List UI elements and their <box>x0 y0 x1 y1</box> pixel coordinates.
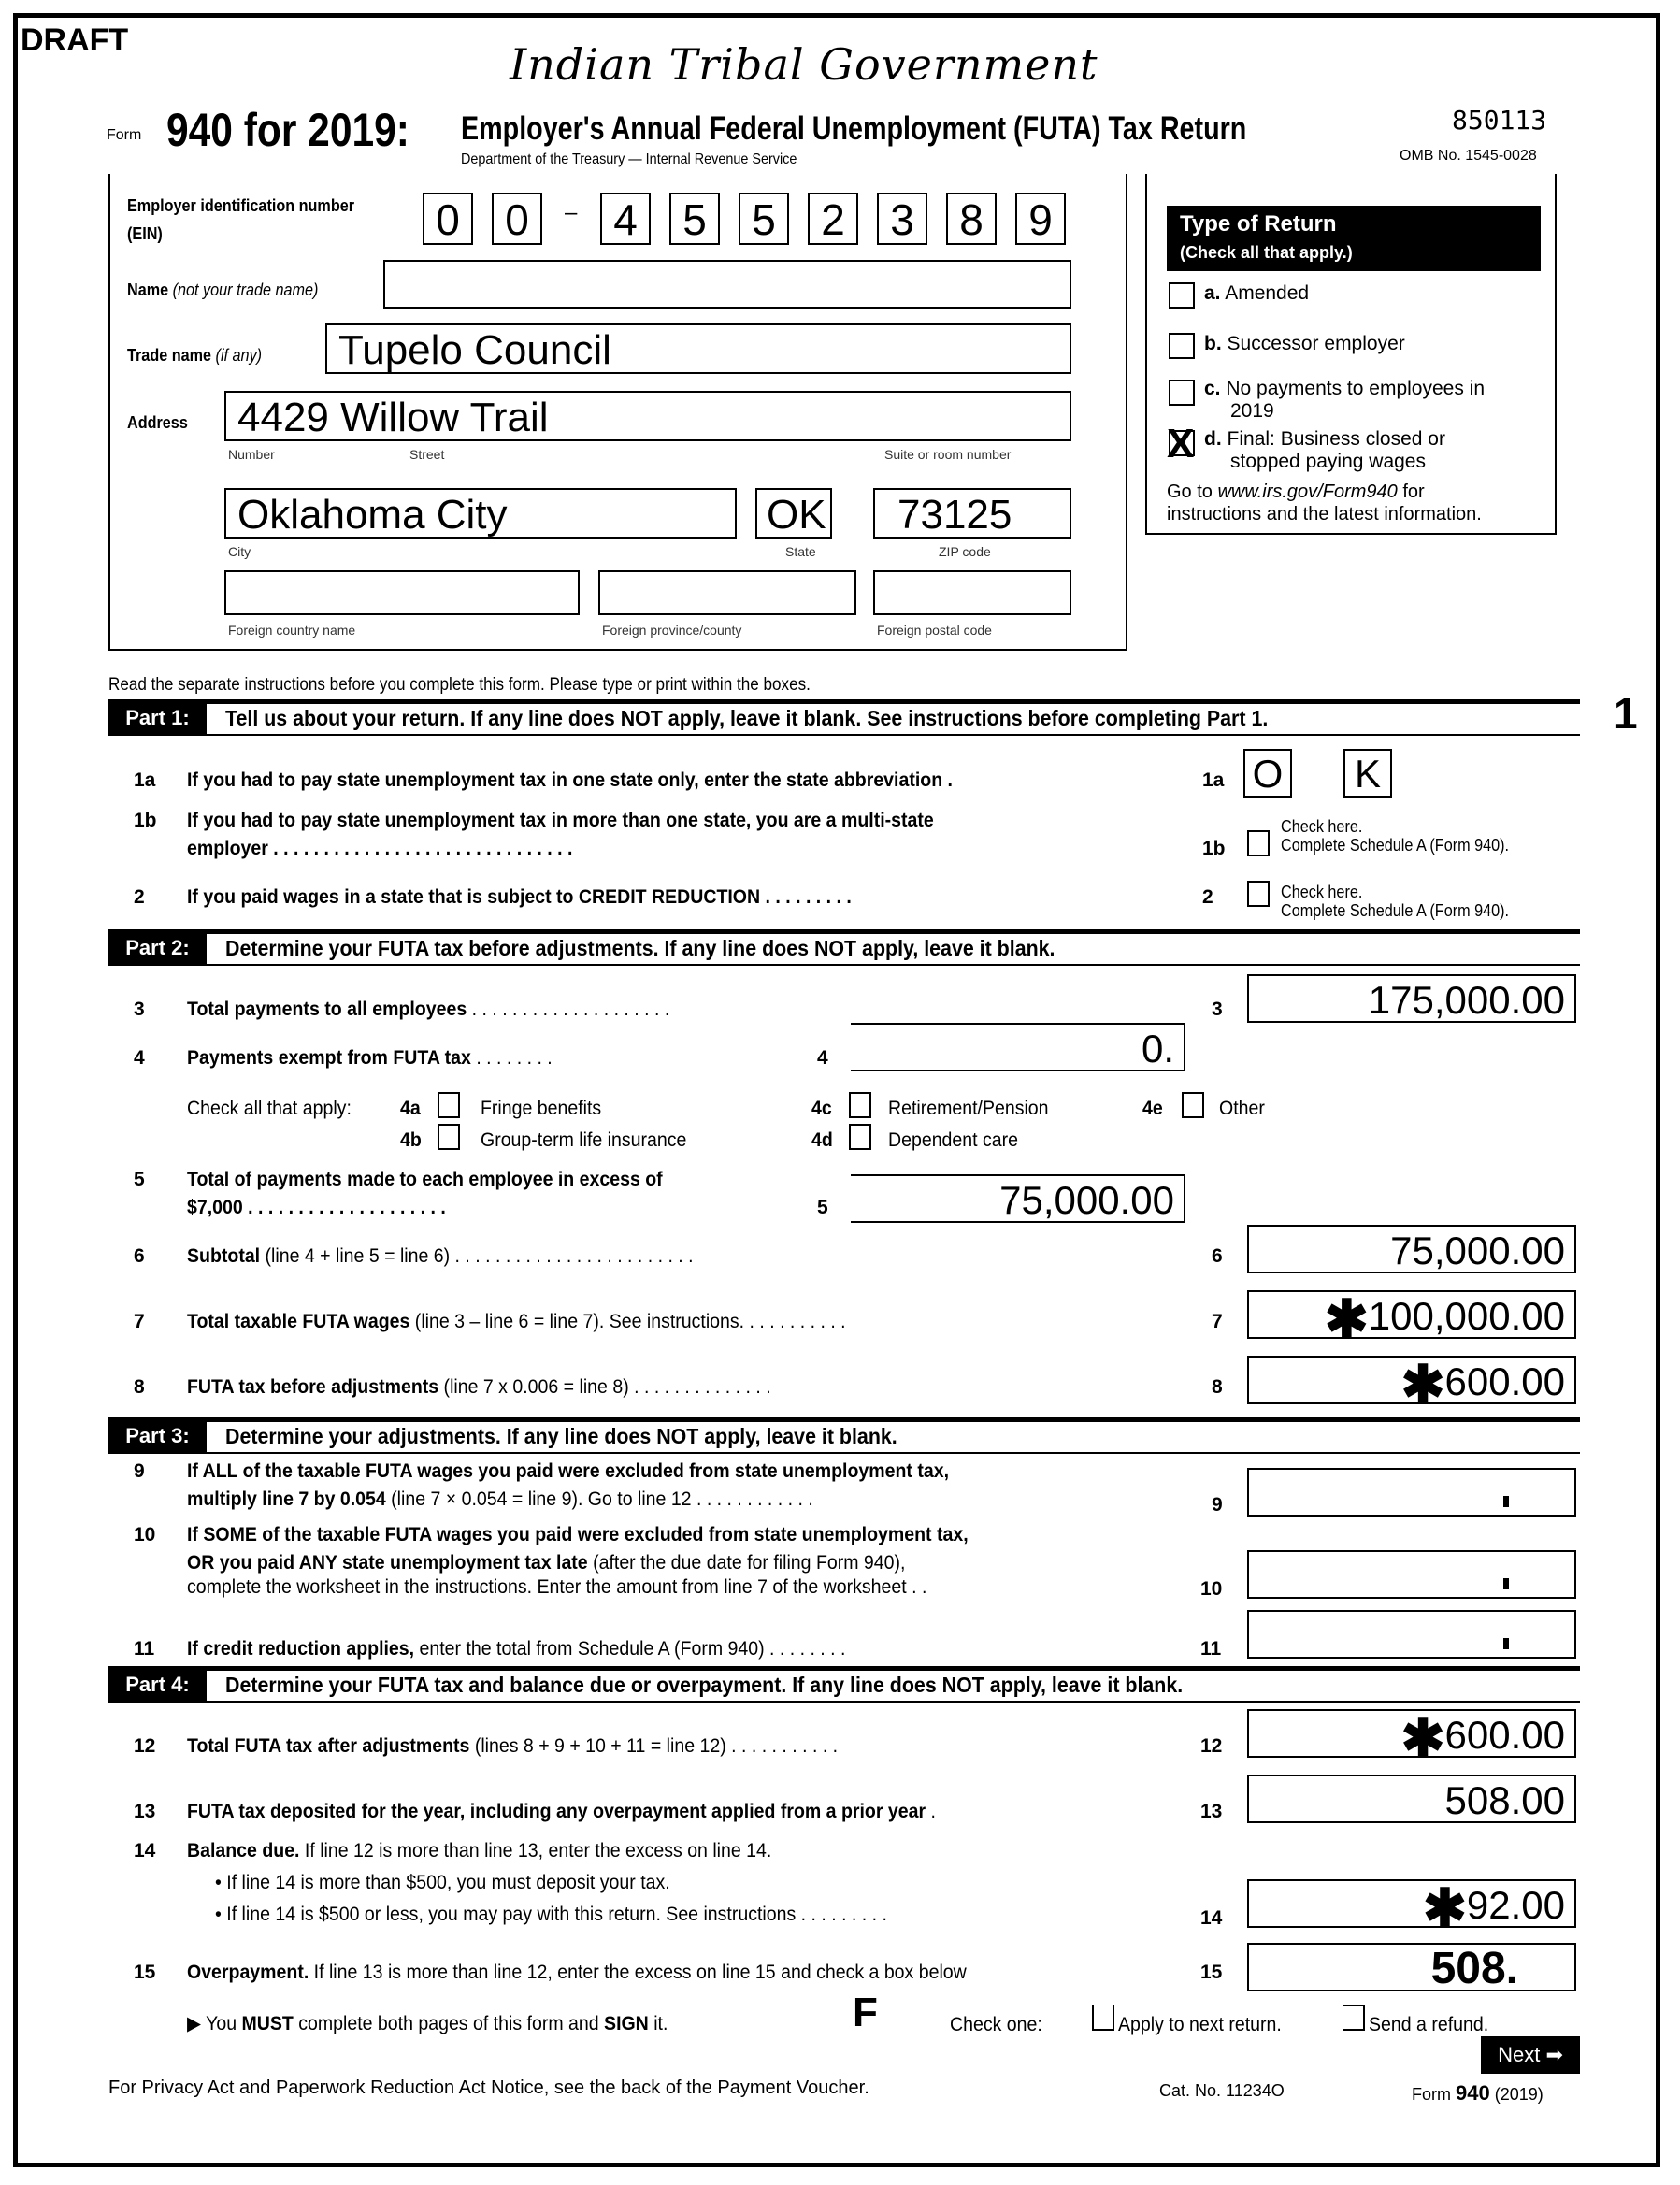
line-number: 11 <box>134 1638 155 1660</box>
instructions-text: Read the separate instructions before you complete this form. Please type or print within the boxes. <box>108 675 811 695</box>
must-sign-note: ▶ You MUST complete both pages of this form and SIGN it. <box>187 2013 668 2034</box>
type-of-return-header <box>1167 206 1541 271</box>
part-tag: Part 1: <box>108 704 207 734</box>
form-code: 850113 <box>1452 105 1547 136</box>
ein-digit[interactable]: 9 <box>1015 193 1066 245</box>
handwritten-f: F <box>853 1990 878 2035</box>
part-tag: Part 4: <box>108 1671 207 1701</box>
check-key: 4a <box>400 1098 421 1119</box>
line-5-text-2: $7,000 . . . . . . . . . . . . . . . . . . . . <box>187 1197 446 1218</box>
line-15-text: Overpayment. If line 13 is more than line 12, enter the excess on line 15 and check a box below <box>187 1962 967 1983</box>
line-6-amount[interactable]: 75,000.00 <box>1247 1225 1576 1273</box>
name-field[interactable] <box>383 260 1071 309</box>
line-ref: 11 <box>1200 1638 1222 1660</box>
part-title: Tell us about your return. If any line does NOT apply, leave it blank. See instructions before completing Part 1. <box>225 706 1269 730</box>
send-refund-label: Send a refund. <box>1369 2014 1489 2035</box>
line-ref: 9 <box>1212 1494 1223 1516</box>
sub-state: State <box>785 544 816 559</box>
next-button[interactable]: Next ➡ <box>1481 2036 1580 2074</box>
line-8-amount[interactable]: ✱600.00 <box>1247 1356 1576 1404</box>
catalog-number: Cat. No. 11234O <box>1159 2081 1285 2100</box>
name-label: Name (not your trade name) <box>127 280 319 299</box>
line-14-amount[interactable]: ✱92.00 <box>1247 1879 1576 1928</box>
line-number: 15 <box>134 1962 156 1983</box>
apply-next-checkbox[interactable] <box>1092 2005 1114 2031</box>
line-10-amount[interactable] <box>1247 1550 1576 1599</box>
city-value: Oklahoma City <box>237 492 508 538</box>
line-number: 6 <box>134 1245 145 1267</box>
form-word: Form <box>107 127 142 143</box>
zip-value: 73125 <box>897 492 1012 538</box>
line-ref: 6 <box>1212 1245 1223 1267</box>
line-ref: 1b <box>1202 838 1226 859</box>
check-label: Other <box>1219 1098 1265 1119</box>
irs-link-text: Go to www.irs.gov/Form940 for instructions and the latest information. <box>1167 482 1482 525</box>
sub-foreign-postal: Foreign postal code <box>877 623 992 638</box>
line-14-text: Balance due. If line 12 is more than line 13, enter the excess on line 14. <box>187 1840 772 1862</box>
part-1-header <box>108 699 1580 736</box>
line-5-text: Total of payments made to each employee in excess of <box>187 1169 663 1190</box>
line-14-bullet-1: • If line 14 is more than $500, you must deposit your tax. <box>215 1872 670 1893</box>
asterisk-icon: ✱ <box>1324 1289 1369 1348</box>
line-11-amount[interactable] <box>1247 1610 1576 1659</box>
ein-digit[interactable]: 5 <box>669 193 720 245</box>
line-number: 1a <box>134 769 156 791</box>
ein-digit[interactable]: 8 <box>946 193 997 245</box>
dependent-care-checkbox[interactable] <box>849 1124 871 1150</box>
checkbox[interactable] <box>1169 282 1195 309</box>
line-ref: 10 <box>1200 1578 1223 1600</box>
line-11-text: If credit reduction applies, enter the total from Schedule A (Form 940) . . . . . . . . <box>187 1638 846 1660</box>
sub-foreign-country: Foreign country name <box>228 623 356 638</box>
draft-label: DRAFT <box>21 22 129 58</box>
form-title: Employer's Annual Federal Unemployment (FUTA) Tax Return <box>461 110 1247 147</box>
line-6-text: Subtotal (line 4 + line 5 = line 6) . . . . . . . . . . . . . . . . . . . . . . . . <box>187 1245 694 1267</box>
part-title: Determine your FUTA tax before adjustments. If any line does NOT apply, leave it blank. <box>225 936 1055 960</box>
checkbox[interactable] <box>1169 333 1195 359</box>
line-number: 4 <box>134 1047 145 1069</box>
sub-number: Number <box>228 447 275 462</box>
line-ref: 14 <box>1200 1907 1223 1929</box>
ein-digit[interactable]: 3 <box>877 193 927 245</box>
line-2-text: If you paid wages in a state that is subject to CREDIT REDUCTION . . . . . . . . . <box>187 886 852 908</box>
foreign-postal-field[interactable] <box>873 570 1071 615</box>
trade-name-label: Trade name (if any) <box>127 346 263 365</box>
retirement-pension-checkbox[interactable] <box>849 1092 871 1118</box>
line-9-text: If ALL of the taxable FUTA wages you paid were excluded from state unemployment tax, <box>187 1460 949 1482</box>
line-number: 9 <box>134 1460 145 1482</box>
part-4-header <box>108 1666 1580 1703</box>
line-10-text: If SOME of the taxable FUTA wages you paid were excluded from state unemployment tax, <box>187 1524 969 1545</box>
line-10-text-3: complete the worksheet in the instructions. Enter the amount from line 7 of the worksheet . . <box>187 1576 927 1598</box>
check-key: 4c <box>811 1098 832 1119</box>
check-all-intro: Check all that apply: <box>187 1098 352 1119</box>
sub-city: City <box>228 544 251 559</box>
omb-number: OMB No. 1545-0028 <box>1400 148 1537 164</box>
irs-link[interactable]: www.irs.gov/Form940 <box>1217 482 1398 502</box>
address-label: Address <box>127 413 188 432</box>
check-here-note: Check here. Complete Schedule A (Form 940). <box>1281 883 1510 920</box>
type-of-return-title: Type of Return <box>1180 211 1337 237</box>
line-1b-text-2: employer . . . . . . . . . . . . . . . . . . . . . . . . . . . . . . <box>187 838 573 859</box>
line-number: 14 <box>134 1840 156 1862</box>
asterisk-icon: ✱ <box>1400 1355 1445 1414</box>
line-5-amount[interactable]: 75,000.00 <box>851 1174 1185 1223</box>
line-4-amount[interactable]: 0. <box>851 1023 1185 1071</box>
line-ref: 15 <box>1200 1962 1223 1983</box>
line-8-text: FUTA tax before adjustments (line 7 x 0.006 = line 8) . . . . . . . . . . . . . . <box>187 1376 771 1398</box>
part-tag: Part 2: <box>108 934 207 964</box>
credit-reduction-checkbox[interactable] <box>1247 881 1270 907</box>
part-tag: Part 3: <box>108 1422 207 1452</box>
line-ref: 12 <box>1200 1735 1223 1757</box>
line-7-text: Total taxable FUTA wages (line 3 – line 6 = line 7). See instructions. . . . . . . . . . . <box>187 1311 846 1332</box>
line-ref: 4 <box>817 1047 828 1069</box>
check-key: 4e <box>1142 1098 1163 1119</box>
sub-zip: ZIP code <box>939 544 991 559</box>
line-number: 1b <box>134 810 157 831</box>
line-3-text: Total payments to all employees . . . . . . . . . . . . . . . . . . . . <box>187 999 670 1020</box>
line-number: 3 <box>134 999 145 1020</box>
department: Department of the Treasury — Internal Revenue Service <box>461 151 797 167</box>
asterisk-icon: ✱ <box>1400 1708 1445 1767</box>
checkbox[interactable] <box>1169 380 1195 406</box>
foreign-province-field[interactable] <box>598 570 856 615</box>
ein-digit[interactable]: 4 <box>600 193 651 245</box>
line-9-text-2: multiply line 7 by 0.054 (line 7 × 0.054 = line 9). Go to line 12 . . . . . . . . . . . . <box>187 1488 813 1510</box>
check-key: 4d <box>811 1129 833 1151</box>
group-term-life-checkbox[interactable] <box>438 1124 460 1150</box>
ein-digit[interactable]: 2 <box>808 193 858 245</box>
line-9-amount[interactable] <box>1247 1468 1576 1517</box>
part-3-header <box>108 1417 1580 1454</box>
foreign-country-field[interactable] <box>224 570 580 615</box>
line-1b-text: If you had to pay state unemployment tax in more than one state, you are a multi-state <box>187 810 934 831</box>
line-12-amount[interactable]: ✱600.00 <box>1247 1709 1576 1758</box>
handwritten-title: Indian Tribal Government <box>510 39 1098 90</box>
part-title: Determine your adjustments. If any line does NOT apply, leave it blank. <box>225 1424 897 1448</box>
line-4-text: Payments exempt from FUTA tax . . . . . . . . <box>187 1047 553 1069</box>
line-ref: 8 <box>1212 1376 1223 1398</box>
line-ref: 1a <box>1202 769 1225 791</box>
multi-state-checkbox[interactable] <box>1247 830 1270 856</box>
privacy-notice: For Privacy Act and Paperwork Reduction Act Notice, see the back of the Payment Voucher. <box>108 2077 869 2098</box>
sub-foreign-province: Foreign province/county <box>602 623 742 638</box>
check-label: Group-term life insurance <box>481 1129 687 1151</box>
line-3-amount[interactable]: 175,000.00 <box>1247 974 1576 1023</box>
sub-suite: Suite or room number <box>884 447 1012 462</box>
line-15-amount[interactable]: 508. <box>1247 1943 1576 1991</box>
form-number: 940 for 2019: <box>166 104 409 156</box>
part-2-header <box>108 929 1580 966</box>
zip-field[interactable] <box>873 488 1071 539</box>
apply-next-label: Apply to next return. <box>1118 2014 1282 2035</box>
line-14-bullet-2: • If line 14 is $500 or less, you may pay with this return. See instructions . . . . . . . . . <box>215 1904 887 1925</box>
ein-digit[interactable]: 0 <box>492 193 542 245</box>
asterisk-icon: ✱ <box>1422 1878 1467 1937</box>
line-ref: 3 <box>1212 999 1223 1020</box>
line-13-amount[interactable]: 508.00 <box>1247 1775 1576 1823</box>
street-field[interactable] <box>224 391 1071 441</box>
line-1a-text: If you had to pay state unemployment tax in one state only, enter the state abbreviation . <box>187 769 953 791</box>
line-number: 10 <box>134 1524 156 1545</box>
send-refund-checkbox[interactable] <box>1343 2005 1365 2031</box>
fringe-benefits-checkbox[interactable] <box>438 1092 460 1118</box>
street-value: 4429 Willow Trail <box>237 395 549 440</box>
state-value: OK <box>767 492 826 538</box>
line-12-text: Total FUTA tax after adjustments (lines 8 + 9 + 10 + 11 = line 12) . . . . . . . . . . . <box>187 1735 839 1757</box>
side-number: 1 <box>1614 689 1638 738</box>
check-here-note: Check here. Complete Schedule A (Form 940). <box>1281 817 1510 855</box>
line-ref: 2 <box>1202 886 1213 908</box>
line-number: 8 <box>134 1376 145 1398</box>
check-label: Dependent care <box>888 1129 1018 1151</box>
trade-name-value: Tupelo Council <box>338 327 611 373</box>
city-field[interactable] <box>224 488 737 539</box>
line-ref: 7 <box>1212 1311 1223 1332</box>
check-key: 4b <box>400 1129 422 1151</box>
state-abbr-box-2[interactable]: K <box>1343 749 1392 798</box>
line-ref: 5 <box>817 1197 828 1218</box>
sub-street: Street <box>409 447 445 462</box>
check-label: Fringe benefits <box>481 1098 602 1119</box>
line-10-text-2: OR you paid ANY state unemployment tax late (after the due date for filing Form 940), <box>187 1552 906 1574</box>
state-abbr-box-1[interactable]: O <box>1243 749 1292 798</box>
part-title: Determine your FUTA tax and balance due or overpayment. If any line does NOT apply, leave it blank. <box>225 1673 1184 1697</box>
line-ref: 13 <box>1200 1801 1223 1822</box>
line-number: 7 <box>134 1311 145 1332</box>
line-13-text: FUTA tax deposited for the year, including any overpayment applied from a prior year . <box>187 1801 936 1822</box>
state-field[interactable] <box>755 488 832 539</box>
ein-label: Employer identification number <box>127 196 355 215</box>
arrow-right-icon: ➡ <box>1545 2043 1563 2066</box>
check-label: Retirement/Pension <box>888 1098 1049 1119</box>
check-one-label: Check one: <box>950 2014 1042 2035</box>
ein-digit[interactable]: 0 <box>423 193 473 245</box>
line-7-amount[interactable]: ✱100,000.00 <box>1247 1290 1576 1339</box>
ein-label-2: (EIN) <box>127 224 163 243</box>
line-number: 2 <box>134 886 145 908</box>
line-number: 5 <box>134 1169 145 1190</box>
trade-name-field[interactable] <box>325 323 1071 374</box>
form-footer: Form 940 (2019) <box>1412 2081 1544 2105</box>
x-check-icon: X <box>1167 421 1195 467</box>
other-checkbox[interactable] <box>1182 1092 1204 1118</box>
line-number: 13 <box>134 1801 156 1822</box>
type-of-return-subtitle: (Check all that apply.) <box>1180 243 1353 262</box>
ein-dash: – <box>565 200 578 225</box>
line-number: 12 <box>134 1735 156 1757</box>
ein-digit[interactable]: 5 <box>739 193 789 245</box>
